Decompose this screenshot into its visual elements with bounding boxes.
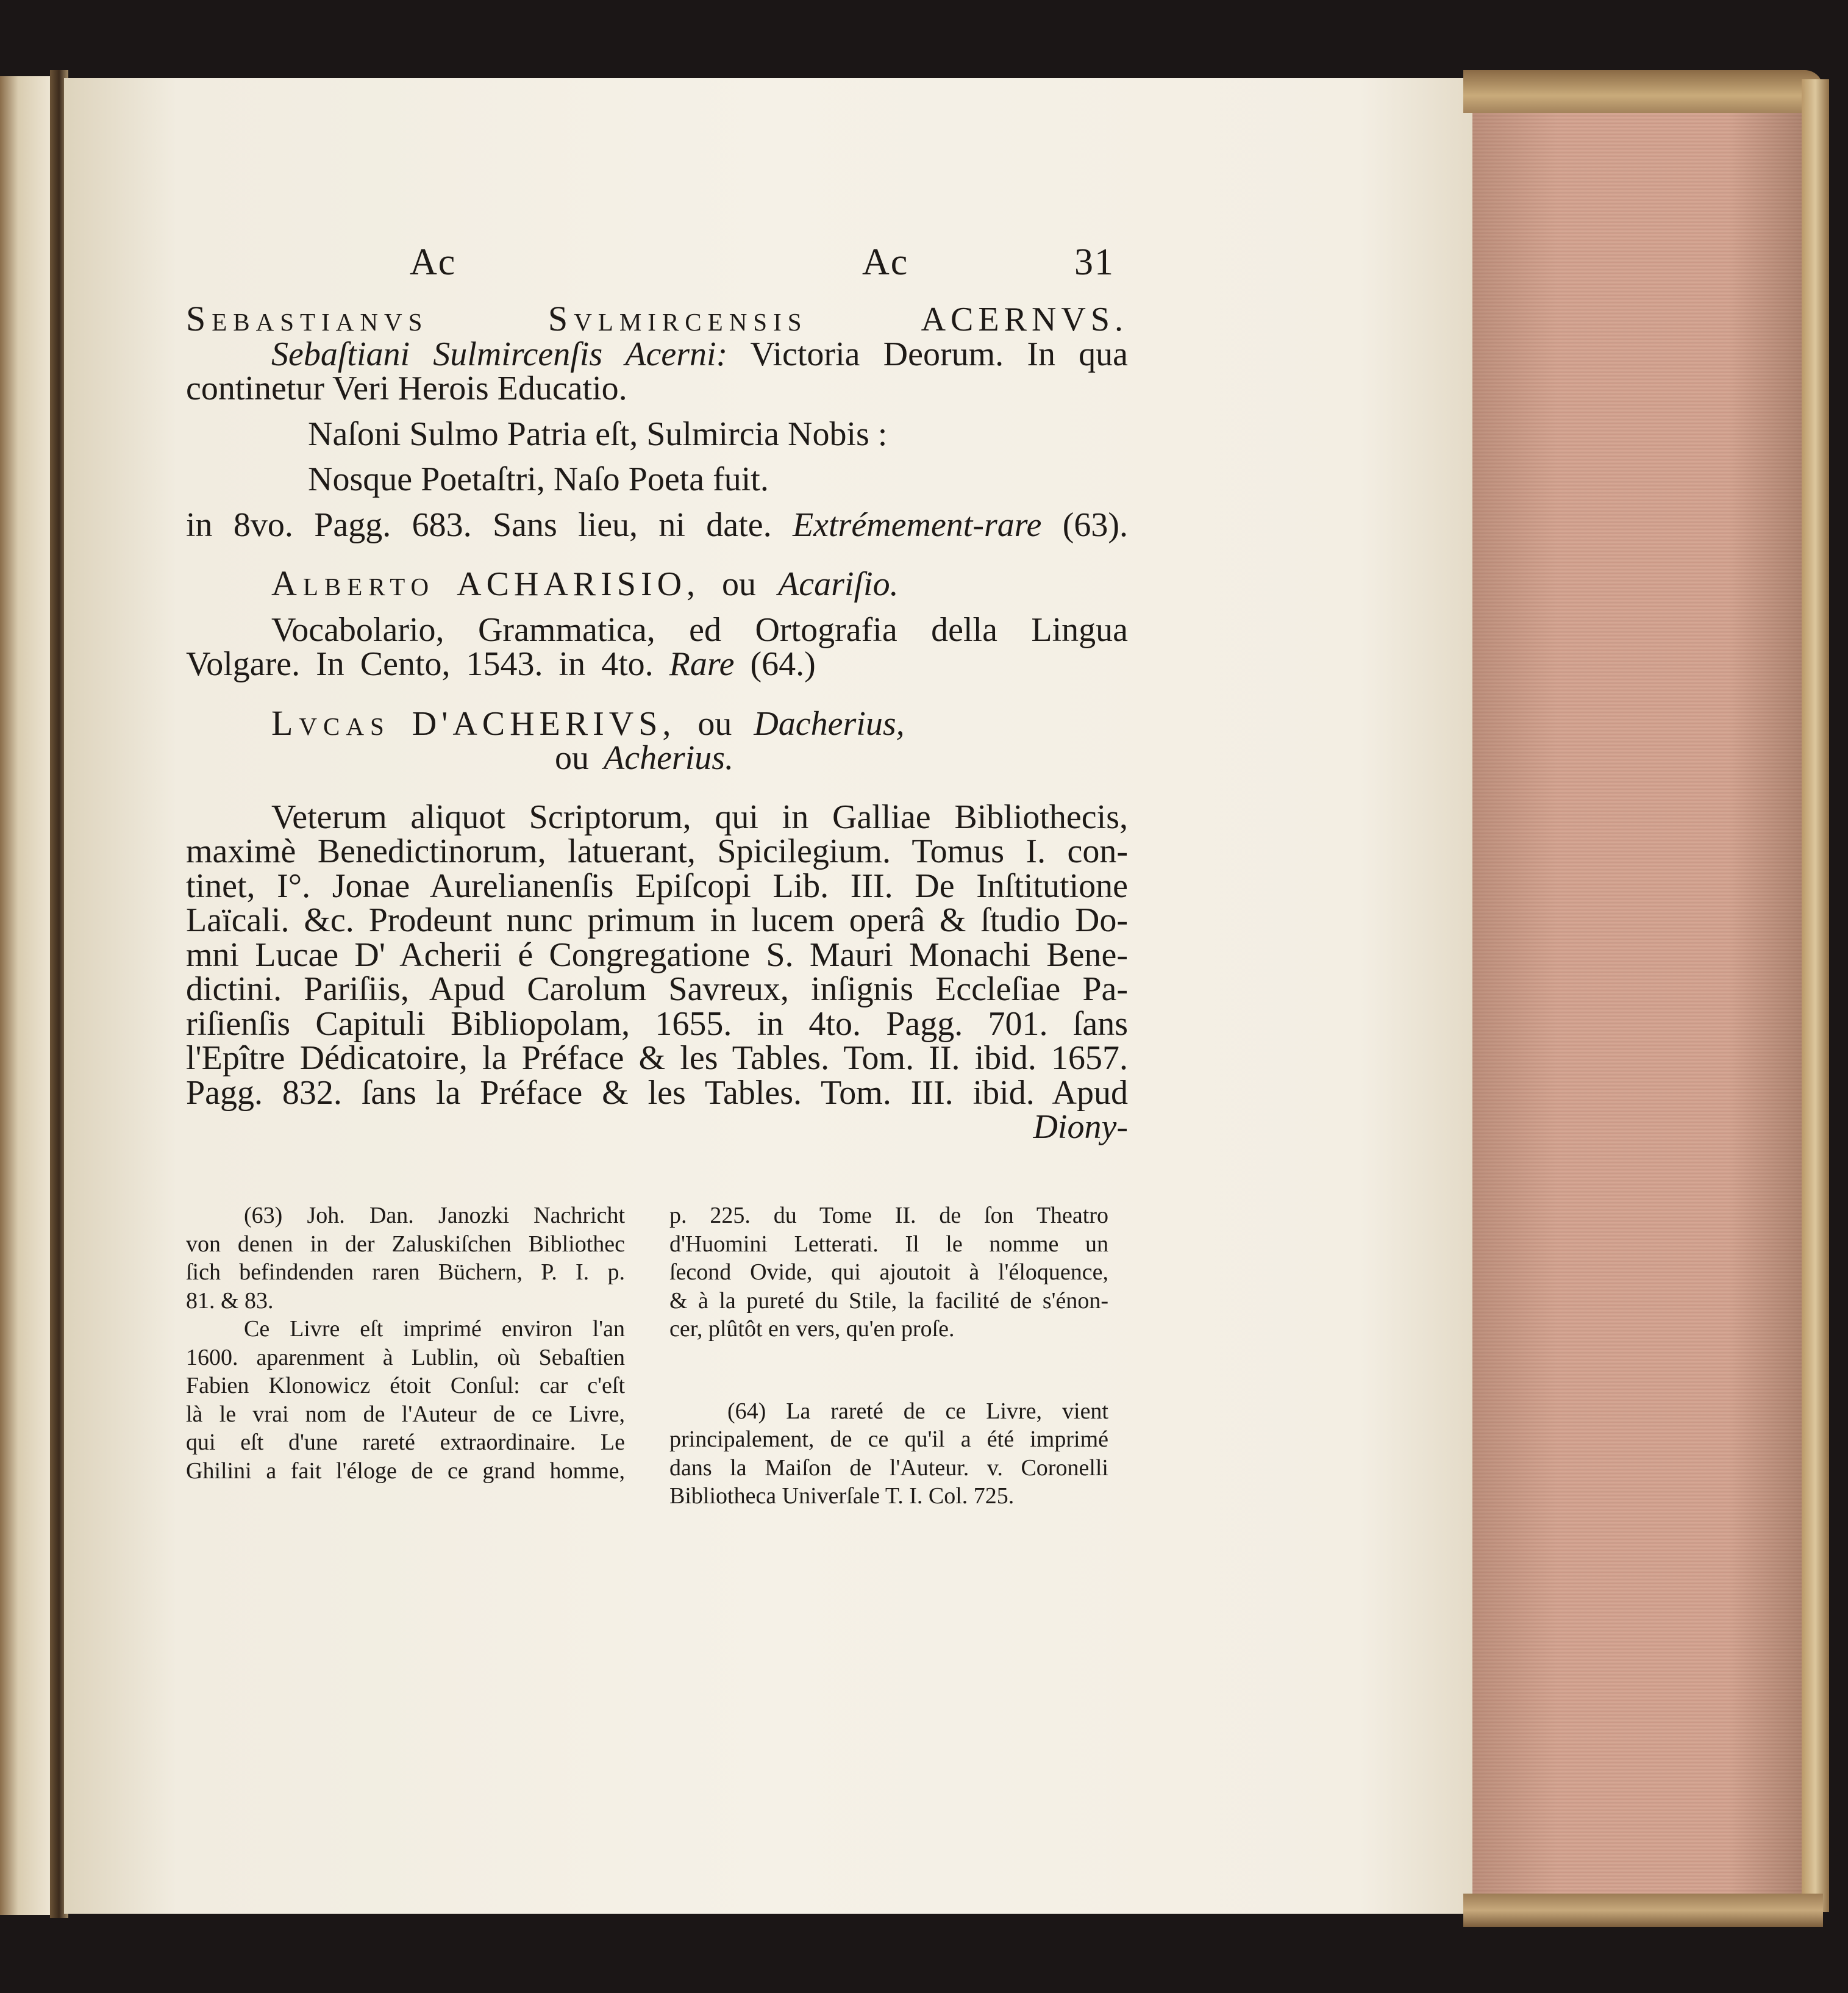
cover-spine-edge <box>1802 79 1829 1912</box>
entry-title-line: Sebaſtiani Sulmircenſis Acerni: Victoria Deorum. In qua <box>271 335 1128 373</box>
footnote-line: p. 225. du Tome II. de ſon Theatro <box>669 1203 1108 1228</box>
catchword: Diony- <box>1033 1108 1128 1146</box>
running-head-center: Ac <box>862 242 909 283</box>
entry-heading-acharisio: Alberto ACHARISIO, ou Acariſio. <box>271 564 899 603</box>
footnote-line: 1600. aparenment à Lublin, où Sebaſtien <box>186 1344 625 1370</box>
body-line: Pagg. 832. ſans la Préface & les Tables. Tom. III. ibid. Apud <box>186 1073 1128 1112</box>
body-line: Veterum aliquot Scriptorum, qui in Galliae Bibliothecis, <box>271 798 1128 836</box>
body-line: l'Epître Dédicatoire, la Préface & les Tables. Tom. II. ibid. 1657. <box>186 1039 1128 1077</box>
footnote-line: (64) La rareté de ce Livre, vient <box>727 1398 1108 1424</box>
page-number: 31 <box>1074 242 1115 283</box>
body-line: riſienſis Capituli Bibliopolam, 1655. in 4to. Pagg. 701. ſans <box>186 1004 1128 1043</box>
footnote-line: principalement, de ce qu'il a été imprimé <box>669 1426 1108 1452</box>
footnotes-right <box>669 1201 1108 1511</box>
footnote-line: ſecond Ovide, qui ajoutoit à l'éloquence, <box>669 1259 1108 1285</box>
footnotes-left <box>186 1201 625 1485</box>
body-line: maximè Benedictinorum, latuerant, Spicilegium. Tomus I. con- <box>186 832 1128 870</box>
footnote-line: ſich befindenden raren Büchern, P. I. p. <box>186 1259 625 1285</box>
entry-title-line: Vocabolario, Grammatica, ed Ortografia della Lingua <box>271 610 1128 649</box>
entry-heading-acernus: Sebastianvs Svlmircensis ACERNVS. <box>186 299 1128 338</box>
verse-line: Nosque Poetaſtri, Naſo Poeta fuit. <box>308 460 769 498</box>
footnote-line: Ce Livre eſt imprimé environ l'an <box>244 1316 625 1342</box>
cover-top-edge <box>1463 70 1823 113</box>
main-text <box>186 299 1129 1146</box>
imprint-line: in 8vo. Pagg. 683. Sans lieu, ni date. Extrémement-rare (63). <box>186 506 1129 544</box>
footnote-line: (63) Joh. Dan. Janozki Nachricht <box>244 1203 625 1228</box>
footnote-line: & à la pureté du Stile, la facilité de s'énon- <box>669 1287 1108 1314</box>
footnote-line: Fabien Klonowicz étoit Conſul: car c'eſt <box>186 1373 625 1398</box>
footnote-line: 81. & 83. <box>186 1287 274 1314</box>
running-head-left: Ac <box>410 242 457 283</box>
footnote-line: von denen in der Zaluskiſchen Bibliothec <box>186 1231 625 1257</box>
footnote-line: là le vrai nom de l'Auteur de ce Livre, <box>186 1401 625 1427</box>
footnote-line: dans la Maiſon de l'Auteur. v. Coronelli <box>669 1454 1108 1481</box>
imprint-line: Volgare. In Cento, 1543. in 4to. Rare (64.) <box>186 645 816 683</box>
verse-line: Naſoni Sulmo Patria eſt, Sulmircia Nobis : <box>308 415 888 453</box>
entry-heading-continued: ou Acherius. <box>555 739 734 777</box>
cover-bottom-edge <box>1463 1894 1823 1927</box>
body-line: tinet, I°. Jonae Aurelianenſis Epiſcopi Lib. III. De Inſtitutione <box>186 867 1128 905</box>
entry-title-line: continetur Veri Herois Educatio. <box>186 370 627 407</box>
entry-heading-acherius: Lvcas D'ACHERIVS, ou Dacherius, <box>271 703 905 743</box>
footnote-line: qui eſt d'une rareté extraordinaire. Le <box>186 1429 625 1455</box>
footnote-line: Ghilini a fait l'éloge de ce grand homme, <box>186 1458 625 1484</box>
footnote-line: Bibliotheca Univerſale T. I. Col. 725. <box>669 1483 1015 1509</box>
footnote-line: cer, plûtôt en vers, qu'en proſe. <box>669 1316 955 1342</box>
body-line: dictini. Pariſiis, Apud Carolum Savreux, inſignis Eccleſiae Pa- <box>186 970 1128 1008</box>
body-line: mni Lucae D' Acherii é Congregatione S. Mauri Monachi Bene- <box>186 936 1128 974</box>
fore-edge-shading <box>1472 79 1814 1909</box>
footnote-line: d'Huomini Letterati. Il le nomme un <box>669 1231 1108 1257</box>
body-line: Laïcali. &c. Prodeunt nunc primum in lucem operâ & ſtudio Do- <box>186 901 1128 939</box>
